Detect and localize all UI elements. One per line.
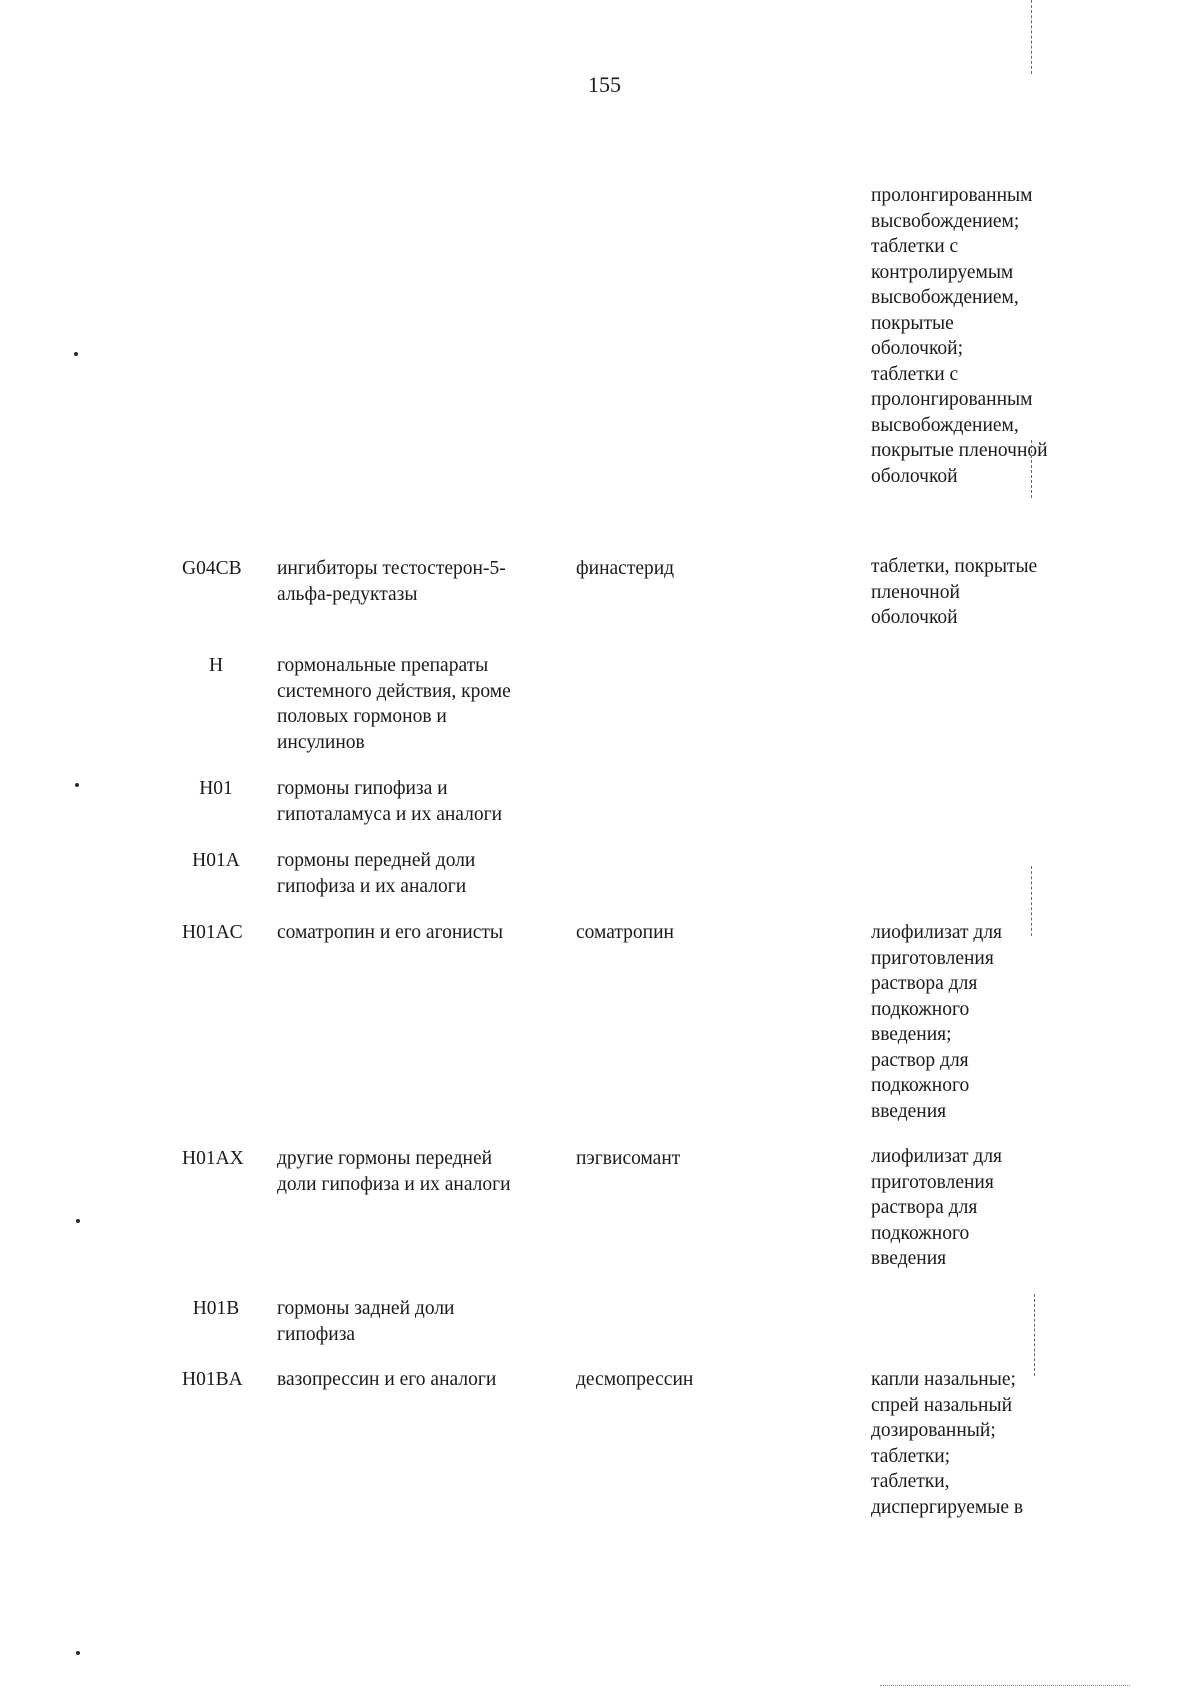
continued-dosage-form: пролонгированным высвобождением; таблетки с контролируемым высвобождением, покрытые оболочкой; таблетки с пролонгированным высвобождением, покрытые пленочной оболочкой [871, 185, 1048, 487]
drug-name: соматропин [576, 922, 674, 943]
page-number: 155 [588, 72, 621, 97]
atc-code: H01B [192, 1298, 240, 1319]
anatomical-group: гормоны гипофиза и гипоталамуса и их аналоги [277, 778, 503, 825]
drug-name: десмопрессин [576, 1369, 694, 1390]
scan-artifact-line [1031, 0, 1033, 74]
anatomical-group: соматропин и его агонисты [277, 922, 504, 943]
atc-code: H01AX [182, 1148, 244, 1169]
atc-code: H01 [199, 778, 233, 799]
scan-speck [76, 1219, 80, 1223]
scan-artifact-line [1034, 1294, 1036, 1376]
scan-artifact-edge [880, 1685, 1130, 1688]
dosage-form: капли назальные; спрей назальный дозированный; таблетки; таблетки, диспергируемые в [871, 1369, 1024, 1518]
anatomical-group: гормональные препараты системного действия, кроме половых гормонов и инсулинов [277, 655, 511, 753]
anatomical-group: гормоны передней доли гипофиза и их аналоги [277, 850, 476, 897]
scan-speck [75, 783, 79, 787]
atc-code: G04CB [182, 558, 242, 579]
scan-speck [76, 1651, 80, 1655]
atc-code: H01AC [182, 922, 243, 943]
anatomical-group: другие гормоны передней доли гипофиза и их аналоги [277, 1148, 511, 1195]
anatomical-group: гормоны задней доли гипофиза [277, 1298, 455, 1345]
atc-code: H01BA [182, 1369, 243, 1390]
drug-name: пэгвисомант [576, 1148, 681, 1169]
scan-speck [74, 352, 78, 356]
drug-name: финастерид [576, 558, 675, 579]
dosage-form: лиофилизат для приготовления раствора для подкожного введения; раствор для подкожного введения [871, 922, 1003, 1122]
dosage-form: лиофилизат для приготовления раствора для подкожного введения [871, 1146, 1003, 1269]
scan-artifact-line [1031, 440, 1033, 498]
anatomical-group: вазопрессин и его аналоги [277, 1369, 497, 1390]
dosage-form: таблетки, покрытые пленочной оболочкой [871, 556, 1038, 628]
anatomical-group: ингибиторы тестостерон-5- альфа-редуктазы [277, 558, 506, 605]
atc-code: H [208, 655, 224, 676]
scan-artifact-line [1031, 866, 1033, 936]
atc-code: H01A [192, 850, 240, 871]
